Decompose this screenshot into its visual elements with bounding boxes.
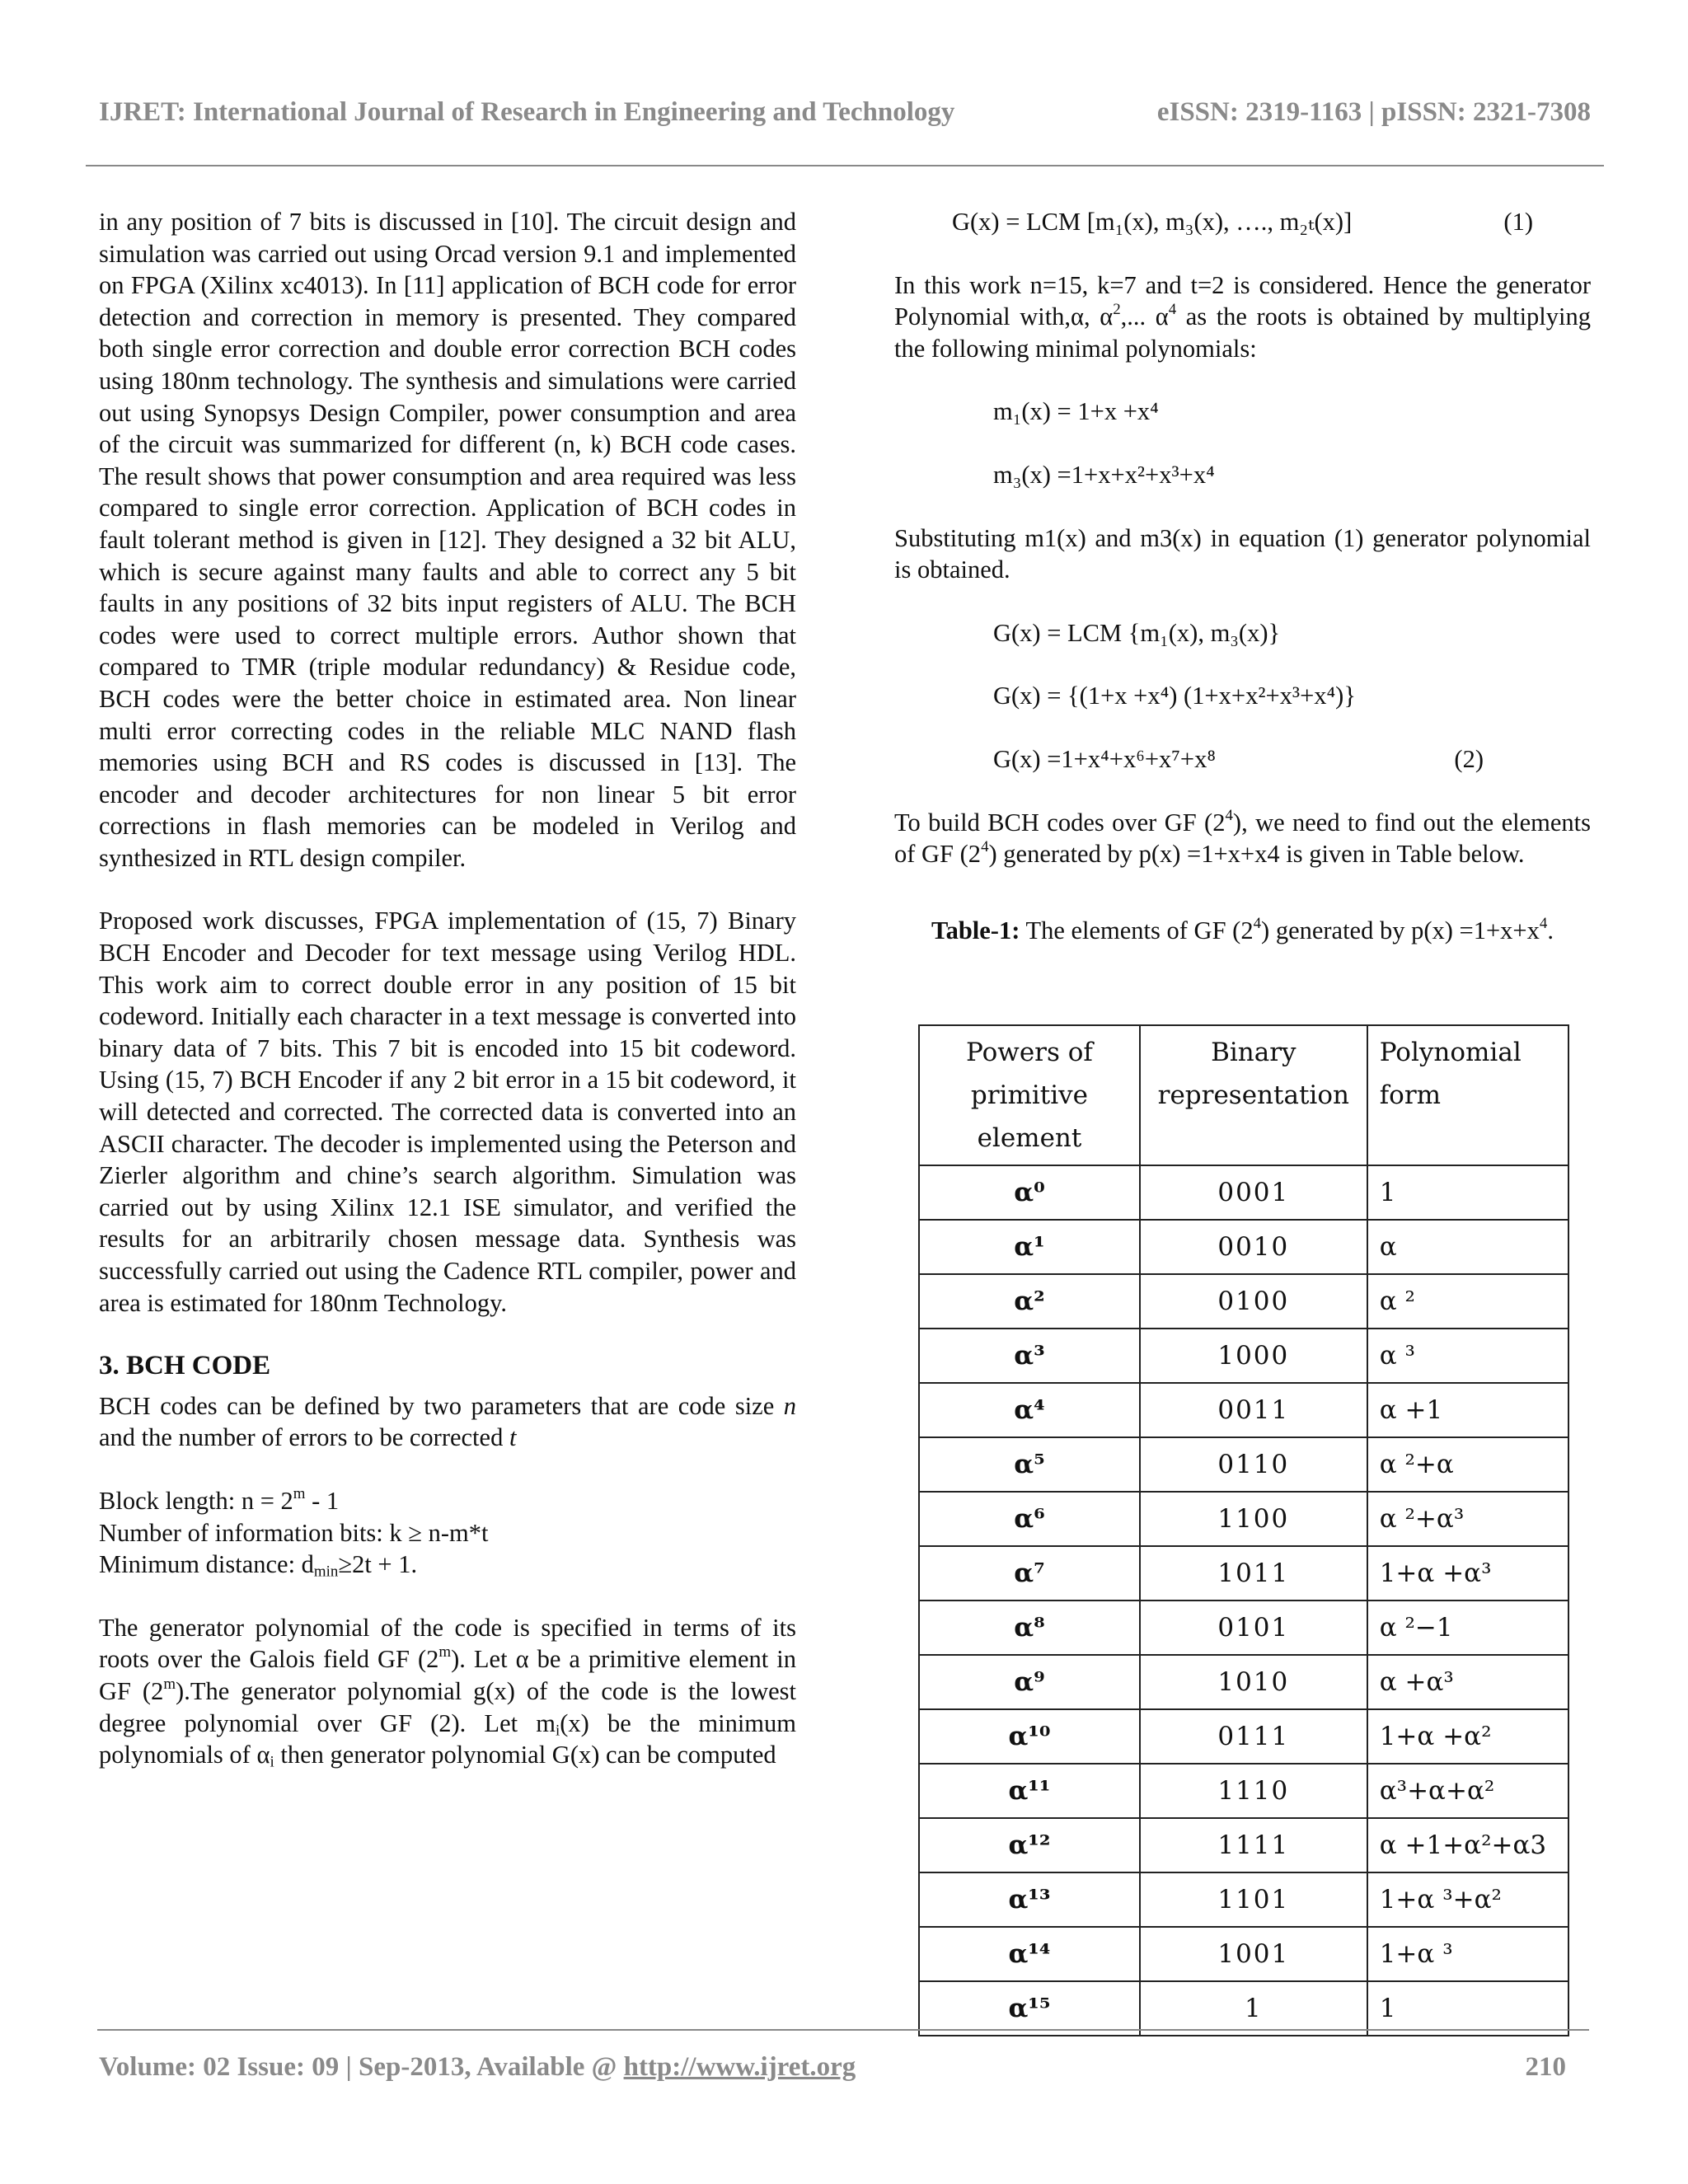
polynomial-cell: 1+α ³+α²: [1367, 1872, 1568, 1927]
polynomial-cell: 1: [1367, 1165, 1568, 1220]
power-cell: α¹¹: [919, 1764, 1140, 1818]
polynomial-cell: 1+α +α³: [1367, 1546, 1568, 1601]
binary-cell: 0111: [1140, 1709, 1367, 1764]
polynomial-cell: α +1+α²+α3: [1367, 1818, 1568, 1872]
power-cell: α¹⁰: [919, 1709, 1140, 1764]
polynomial-cell: α³+α+α²: [1367, 1764, 1568, 1818]
binary-cell: 0100: [1140, 1274, 1367, 1329]
power-cell: α²: [919, 1274, 1140, 1329]
power-cell: α¹³: [919, 1872, 1140, 1927]
polynomial-cell: 1: [1367, 1981, 1568, 2036]
volume-info: Volume: 02 Issue: 09 | Sep-2013, Available @ http://www.ijret.org: [99, 2052, 856, 2082]
power-cell: α¹: [919, 1220, 1140, 1274]
minimal-poly-m3: m₃(x) =1+x+x²+x³+x⁴: [993, 460, 1215, 489]
binary-cell: 1001: [1140, 1927, 1367, 1981]
table-row: [919, 1655, 1568, 1709]
binary-cell: 1000: [1140, 1329, 1367, 1383]
polynomial-cell: α ²: [1367, 1274, 1568, 1329]
table-row: [919, 1764, 1568, 1818]
header-powers: Powers of primitive element: [919, 1025, 1140, 1165]
left-paragraph-3: BCH codes can be defined by two parameters that are code size n and the number of errors to be corrected t: [99, 1391, 796, 1452]
generator-product: G(x) = {(1+x +x⁴) (1+x+x²+x³+x⁴)}: [993, 682, 1356, 710]
right-paragraph-3: To build BCH codes over GF $(2^4)$, we need to find out the elements of GF $(2^4)$ generated by p(x) =1+x+x4 is given in Table below.: [894, 806, 1591, 869]
power-cell: α¹⁴: [919, 1927, 1140, 1981]
polynomial-cell: α: [1367, 1220, 1568, 1274]
table-row: [919, 1274, 1568, 1329]
issn: eISSN: 2319-1163 | pISSN: 2321-7308: [1156, 97, 1591, 127]
information-bits: Number of information bits: k ≥ n-m*t: [99, 1518, 489, 1547]
power-cell: α³: [919, 1329, 1140, 1383]
binary-cell: 1011: [1140, 1546, 1367, 1601]
left-paragraph-1: in any position of 7 bits is discussed in [10]. The circuit design and simulation was carried out using Orcad version 9.1 and implemented on FPGA (Xilinx xc4013). In [11] application of BCH code for error detection and correction in memory is presented. They compared both single error correction and double error correction BCH codes using 180nm technology. The synthesis and simulations were carried out using Synopsys Design Compiler, power consumption and area of the circuit was summarized for different (n, k) BCH code cases. The result shows that power consumption and area required was less compared to single error correction. Application of BCH codes in fault tolerant method is given in [12]. They designed a 32 bit ALU, which is secure against many faults and able to correct any 5 bit faults in any positions of 32 bits input registers of ALU. The BCH codes were used to correct multiple errors. Author shown that compared to TMR (triple modular redundancy) & Residue code, BCH codes were the better choice in estimated area. Non linear multi error correcting codes in the reliable MLC NAND flash memories using BCH and RS codes is discussed in [13]. The encoder and decoder architectures for non linear 5 bit error corrections in flash memories can be modeled in Verilog and synthesized in RTL design compiler.: [99, 208, 796, 872]
binary-cell: 0001: [1140, 1165, 1367, 1220]
equation-2: G(x) =1+x⁴+x⁶+x⁷+x⁸ (2): [993, 744, 1484, 773]
minimal-poly-m1: m₁(x) = 1+x +x⁴: [993, 397, 1159, 426]
table-row: [919, 1329, 1568, 1383]
left-column: [99, 206, 796, 1771]
power-cell: α¹⁵: [919, 1981, 1140, 2036]
binary-cell: 1010: [1140, 1655, 1367, 1709]
table-row: [919, 1981, 1568, 2036]
right-paragraph-2: Substituting m1(x) and m3(x) in equation (1) generator polynomial is obtained.: [894, 523, 1591, 584]
footer-divider: [97, 2029, 1589, 2031]
binary-cell: 1111: [1140, 1818, 1367, 1872]
gf-elements-table: [918, 1024, 1569, 2036]
running-header: [99, 97, 1591, 128]
table-caption: Table-1: The elements of GF $(2^4)$ generated by $p(x) =1+x+x^4$.: [931, 914, 1554, 944]
table-row: [919, 1165, 1568, 1220]
minimum-distance: Minimum distance: $d_{min}\ge 2t + 1$.: [99, 1550, 418, 1581]
power-cell: α⁰: [919, 1165, 1140, 1220]
header-polynomial: Polynomial form: [1367, 1025, 1568, 1165]
polynomial-cell: α ²+α³: [1367, 1492, 1568, 1546]
polynomial-cell: 1+α +α²: [1367, 1709, 1568, 1764]
polynomial-cell: α +1: [1367, 1383, 1568, 1437]
polynomial-cell: α ²+α: [1367, 1437, 1568, 1492]
binary-cell: 1101: [1140, 1872, 1367, 1927]
table-row: [919, 1818, 1568, 1872]
table-row: [919, 1383, 1568, 1437]
right-paragraph-1: In this work n=15, k=7 and t=2 is considered. Hence the generator Polynomial with,α, $\alpha^2$,... $\alpha^4$ as the roots is obtained by multiplying the following minimal polynomials:: [894, 270, 1591, 363]
equation-1: G(x) = LCM [m₁(x), m₃(x), …., m₂ₜ(x)] (1): [952, 208, 1533, 236]
table-row: [919, 1927, 1568, 1981]
power-cell: α¹²: [919, 1818, 1140, 1872]
table-row: [919, 1546, 1568, 1601]
block-length: Block length: $n = 2^m - 1$: [99, 1484, 340, 1515]
running-footer: [99, 2052, 1566, 2083]
table-row: [919, 1709, 1568, 1764]
table-row: [919, 1872, 1568, 1927]
binary-cell: 1100: [1140, 1492, 1367, 1546]
right-column: [894, 206, 1591, 946]
table-header-row: [919, 1025, 1568, 1165]
header-divider: [86, 165, 1604, 166]
polynomial-cell: α +α³: [1367, 1655, 1568, 1709]
binary-cell: 0101: [1140, 1601, 1367, 1655]
left-paragraph-2: Proposed work discusses, FPGA implementation of (15, 7) Binary BCH Encoder and Decoder for text message using Verilog HDL. This work aim to correct double error in any position of 15 bit codeword. Initially each character in a text message is converted into binary data of 7 bits. This 7 bit is encoded into 15 bit codeword. Using (15, 7) BCH Encoder if any 2 bit error in a 15 bit codeword, it will detected and corrected. The corrected data is converted into an ASCII character. The decoder is implemented using the Peterson and Zierler algorithm and chine’s search algorithm. Simulation was carried out by using Xilinx 12.1 ISE simulator, and verified the results for an arbitrarily chosen message data. Synthesis was successfully carried out using the Cadence RTL compiler, power and area is estimated for 180nm Technology.: [99, 907, 796, 1317]
power-cell: α⁵: [919, 1437, 1140, 1492]
binary-cell: 0011: [1140, 1383, 1367, 1437]
journal-link[interactable]: http://www.ijret.org: [623, 2052, 856, 2082]
generator-lcm: G(x) = LCM {m₁(x), m₃(x)}: [993, 618, 1281, 647]
section-heading: 3. BCH CODE: [99, 1351, 271, 1381]
binary-cell: 1: [1140, 1981, 1367, 2036]
table-row: [919, 1437, 1568, 1492]
left-paragraph-4: The generator polynomial of the code is specified in terms of its roots over the Galois field GF (2$^m$). Let α be a primitive element in GF (2$^m$).The generator polynomial g(x) of the code is the lowest degree polynomial over GF (2). Let $m_i(x)$ be the minimum polynomials of $\alpha_i$ then generator polynomial G(x) can be computed: [99, 1613, 796, 1771]
page-number: 210: [1525, 2052, 1566, 2082]
header-binary: Binary representation: [1140, 1025, 1367, 1165]
binary-cell: 0010: [1140, 1220, 1367, 1274]
table-row: [919, 1220, 1568, 1274]
binary-cell: 1110: [1140, 1764, 1367, 1818]
table-row: [919, 1601, 1568, 1655]
power-cell: α⁴: [919, 1383, 1140, 1437]
table-row: [919, 1492, 1568, 1546]
power-cell: α⁹: [919, 1655, 1140, 1709]
power-cell: α⁷: [919, 1546, 1140, 1601]
polynomial-cell: α ²−1: [1367, 1601, 1568, 1655]
journal-title: IJRET: International Journal of Research in Engineering and Technology: [99, 97, 955, 127]
power-cell: α⁶: [919, 1492, 1140, 1546]
polynomial-cell: α ³: [1367, 1329, 1568, 1383]
power-cell: α⁸: [919, 1601, 1140, 1655]
polynomial-cell: 1+α ³: [1367, 1927, 1568, 1981]
binary-cell: 0110: [1140, 1437, 1367, 1492]
